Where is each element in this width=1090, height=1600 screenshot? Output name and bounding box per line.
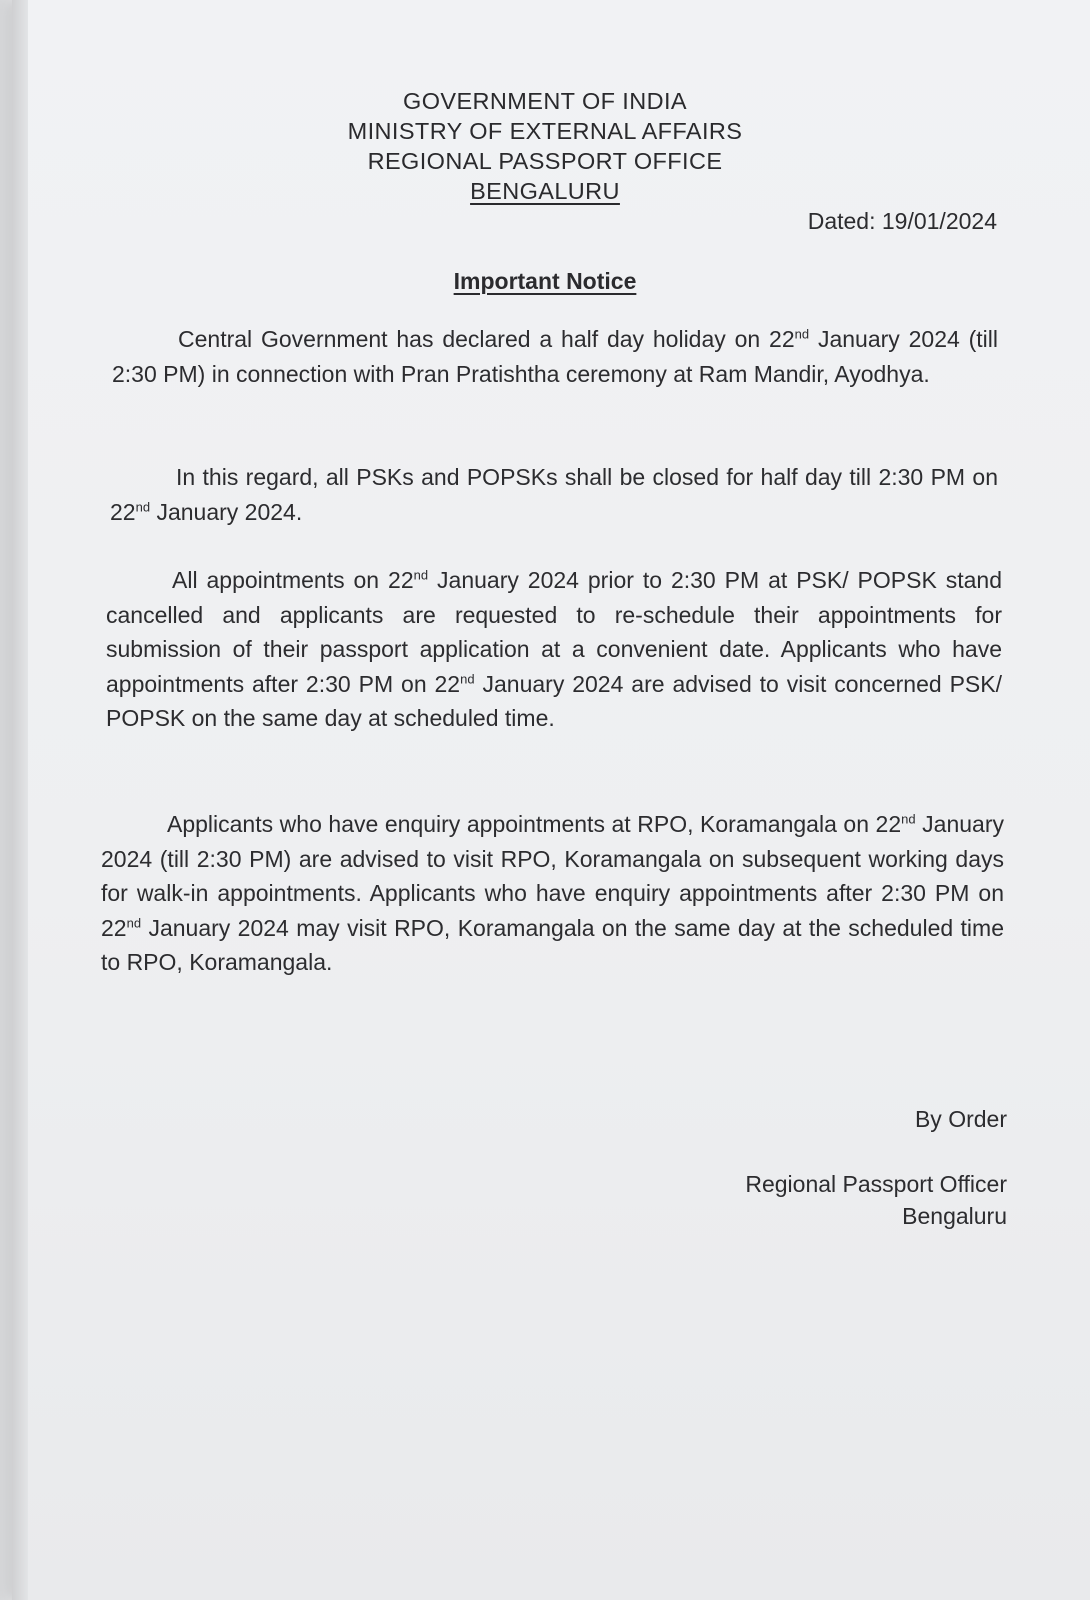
header-government: GOVERNMENT OF INDIA: [403, 88, 687, 114]
document-page: [12, 0, 1090, 1600]
signatory-block: [745, 1168, 1007, 1232]
page-edge: [12, 0, 28, 1600]
by-order-label: By Order: [914, 1106, 1007, 1132]
paragraph-appointments: All appointments on 22nd January 2024 prior to 2:30 PM at PSK/ POPSK stand cancelled and applicants are requested to re-schedule their appointments for submission of their passport application at a convenient date. Applicants who have appointments after 2:30 PM on 22nd January 2024 are advised to visit concerned PSK/ POPSK on the same day at scheduled time.: [106, 567, 1002, 731]
header-ministry: MINISTRY OF EXTERNAL AFFAIRS: [347, 118, 743, 144]
signatory-title: Regional Passport Officer: [745, 1171, 1007, 1197]
notice-title: [0, 268, 1090, 295]
header-city: BENGALURU: [470, 178, 620, 204]
header-office: REGIONAL PASSPORT OFFICE: [367, 148, 723, 174]
notice-title-text: Important Notice: [453, 268, 637, 294]
paragraph-holiday-declaration: Central Government has declared a half day holiday on 22nd January 2024 (till 2:30 PM) in connection with Pran Pratishtha ceremony at Ram Mandir, Ayodhya.: [112, 326, 998, 387]
paragraph-psk-closure: In this regard, all PSKs and POPSKs shall be closed for half day till 2:30 PM on 22nd January 2024.: [110, 464, 998, 525]
letterhead: [0, 86, 1090, 206]
notice-date: Dated: 19/01/2024: [807, 208, 997, 234]
signatory-place: Bengaluru: [902, 1203, 1007, 1229]
paragraph-enquiry-appointments: Applicants who have enquiry appointments at RPO, Koramangala on 22nd January 2024 (till 2:30 PM) are advised to visit RPO, Koramangala on subsequent working days for walk-in appointments. Applicants who have enquiry appointments after 2:30 PM on 22nd January 2024 may visit RPO, Koramangala on the same day at the scheduled time to RPO, Koramangala.: [101, 811, 1005, 975]
